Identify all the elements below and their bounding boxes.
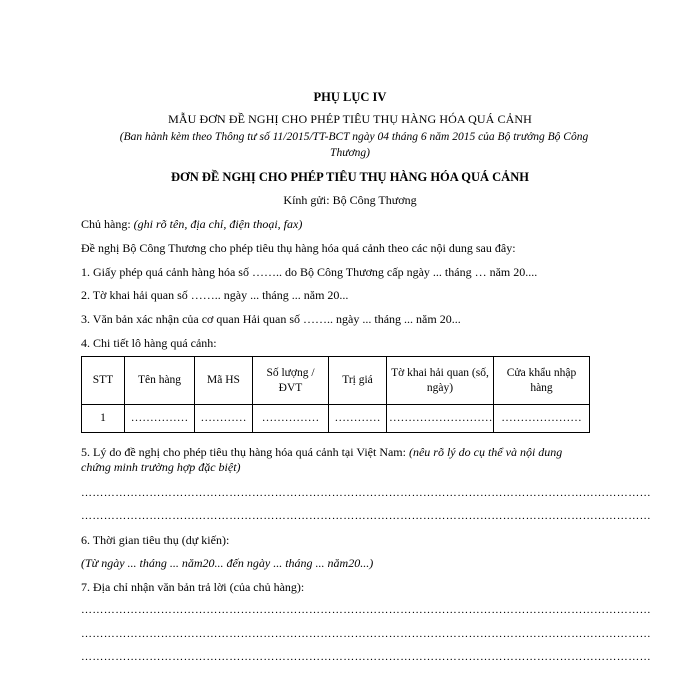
item-5-hint: (nêu rõ lý do cụ thể và nội dung [408, 445, 563, 459]
header-value: Trị giá [329, 357, 387, 405]
table-row [82, 405, 590, 433]
table-cell: ………… [329, 405, 387, 433]
intro-paragraph: Đề nghị Bộ Công Thương cho phép tiêu thụ hàng hóa quá cảnh theo các nội dung sau đây: [81, 241, 516, 255]
recipient-line: Kính gửi: Bộ Công Thương [283, 193, 417, 207]
goods-detail-table [81, 356, 590, 433]
table-cell: 1 [82, 405, 125, 433]
owner-label: Chủ hàng: [81, 217, 134, 231]
item-5 [81, 445, 630, 460]
answer-line: …………………………………………………………………………………………………………………………………… [81, 651, 651, 663]
item-4: 4. Chi tiết lô hàng quá cảnh: [81, 336, 217, 350]
table-cell: ………… [195, 405, 253, 433]
header-import-gate: Cửa khẩu nhập hàng [494, 357, 590, 405]
header-goods-name: Tên hàng [125, 357, 195, 405]
table-cell: ………………… [494, 405, 590, 433]
item-7: 7. Địa chỉ nhận văn bản trả lời (của chủ hàng): [81, 580, 305, 594]
header-hs-code: Mã HS [195, 357, 253, 405]
header-stt: STT [82, 357, 125, 405]
table-header-row [82, 357, 590, 405]
item-3: 3. Văn bản xác nhận của cơ quan Hải quan số …….. ngày ... tháng ... năm 20... [81, 312, 461, 326]
item-5-label: 5. Lý do đề nghị cho phép tiêu thụ hàng hóa quá cảnh tại Việt Nam: [81, 445, 409, 459]
item-2: 2. Tờ khai hải quan số …….. ngày ... tháng ... năm 20... [81, 288, 349, 302]
owner-hint: (ghi rõ tên, địa chỉ, điện thoại, fax) [133, 217, 303, 231]
answer-line: …………………………………………………………………………………………………………………………………… [81, 510, 651, 522]
appendix-heading: PHỤ LỤC IV [313, 90, 387, 104]
item-6-hint: (Từ ngày ... tháng ... năm20... đến ngày ... tháng ... năm20...) [81, 556, 374, 570]
table-cell: ……………………… [387, 405, 494, 433]
item-5-hint-continued: chứng minh trường hợp đặc biệt) [81, 460, 241, 474]
issued-by-line1: (Ban hành kèm theo Thông tư số 11/2015/TT-BCT ngày 04 tháng 6 năm 2015 của Bộ trưởng Bộ Công [119, 131, 589, 143]
table-cell: …………… [253, 405, 329, 433]
item-1: 1. Giấy phép quá cảnh hàng hóa số …….. do Bộ Công Thương cấp ngày ... tháng … năm 20.... [81, 265, 538, 279]
item-6: 6. Thời gian tiêu thụ (dự kiến): [81, 533, 230, 547]
answer-line: …………………………………………………………………………………………………………………………………… [81, 604, 651, 616]
header-quantity-unit: Số lượng /ĐVT [253, 357, 329, 405]
form-name: MẪU ĐƠN ĐỀ NGHỊ CHO PHÉP TIÊU THỤ HÀNG HÓA QUÁ CẢNH [168, 112, 532, 126]
answer-line: …………………………………………………………………………………………………………………………………… [81, 628, 651, 640]
document-title: ĐƠN ĐỀ NGHỊ CHO PHÉP TIÊU THỤ HÀNG HÓA QUÁ CẢNH [171, 170, 529, 184]
header-customs-declaration: Tờ khai hải quan (số, ngày) [387, 357, 494, 405]
issued-by-line2: Thương) [330, 147, 370, 159]
answer-line: …………………………………………………………………………………………………………………………………… [81, 487, 651, 499]
owner-line [81, 217, 630, 232]
table-cell: …………… [125, 405, 195, 433]
